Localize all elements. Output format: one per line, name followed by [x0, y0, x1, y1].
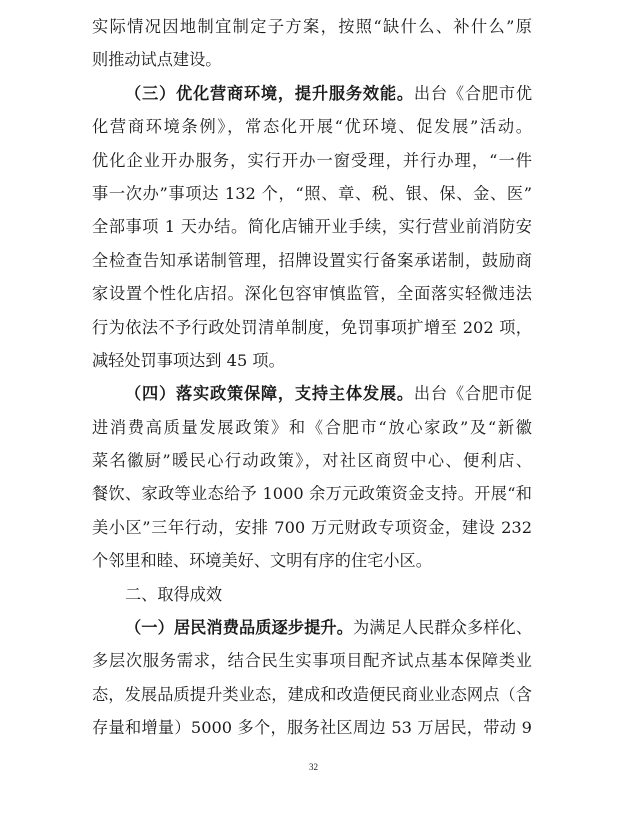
line-text: 全部事项 1 天办结。简化店铺开业手续，实行营业前消防安: [92, 217, 532, 237]
line-text: 优化企业开办服务，实行开办一窗受理，并行办理，“一件: [92, 150, 532, 170]
line-text: 则推动试点建设。: [92, 50, 222, 70]
line-text: 为满足人民群众多样化、: [352, 618, 533, 638]
text-line: [92, 43, 532, 76]
line-text: 菜名徽厨”暖民心行动政策》，对社区商贸中心、便利店、: [92, 451, 532, 471]
line-text: 美小区”三年行动，安排 700 万元财政专项资金，建设 232: [92, 517, 532, 537]
line-text: 减轻处罚事项达到 45 项。: [92, 350, 285, 370]
line-text: 存量和增量）5000 多个，服务社区周边 53 万居民，带动 9: [92, 718, 532, 738]
text-line: [92, 678, 532, 711]
line-text: 出台《合肥市促: [413, 384, 533, 404]
line-text: 二、取得成效: [125, 584, 223, 604]
line-text: 家设置个性化店招。深化包容审慎监管，全面落实轻微违法: [92, 284, 532, 304]
subsection-title: （三）优化营商环境，提升服务效能。: [125, 83, 414, 103]
line-text: 事一次办”事项达 132 个，“照、章、税、银、保、金、医”: [92, 183, 532, 203]
text-line: [92, 477, 532, 510]
text-line: [92, 144, 532, 177]
line-text: 全检查告知承诺制管理，招牌设置实行备案承诺制，鼓励商: [92, 250, 532, 270]
text-line: [92, 644, 532, 677]
line-text: 餐饮、家政等业态给予 1000 余万元政策资金支持。开展“和: [92, 484, 532, 504]
line-text: 行为依法不予行政处罚清单制度，免罚事项扩增至 202 项，: [92, 317, 532, 337]
page-number: 32: [309, 762, 318, 772]
text-line: [92, 611, 532, 644]
text-line: [92, 110, 532, 143]
line-text: 多层次服务需求，结合民生实事项目配齐试点基本保障类业: [92, 651, 532, 671]
line-text: 个邻里和睦、环境美好、文明有序的住宅小区。: [92, 551, 432, 571]
text-line: [92, 344, 532, 377]
section-heading: [92, 578, 532, 611]
text-line: [92, 77, 532, 110]
line-text: 进消费高质量发展政策》和《合肥市“放心家政”及“新徽: [92, 417, 532, 437]
line-text: 态，发展品质提升类业态，建成和改造便民商业业态网点（含: [92, 684, 532, 704]
text-line: [92, 244, 532, 277]
line-text: 出台《合肥市优: [413, 83, 533, 103]
text-line: [92, 544, 532, 577]
text-line: [92, 311, 532, 344]
text-line: [92, 210, 532, 243]
line-text: 实际情况因地制宜制定子方案，按照“缺什么、补什么”原: [92, 17, 532, 36]
text-line: [92, 711, 532, 744]
body-text: [92, 10, 532, 745]
text-line: [92, 411, 532, 444]
subsection-title: （四）落实政策保障，支持主体发展。: [125, 384, 414, 404]
text-line: [92, 10, 532, 43]
text-line: [92, 177, 532, 210]
text-line: [92, 511, 532, 544]
text-line: [92, 377, 532, 410]
line-text: 化营商环境条例》，常态化开展“优环境、促发展”活动。: [92, 117, 532, 137]
text-line: [92, 444, 532, 477]
text-line: [92, 277, 532, 310]
subsection-title: （一）居民消费品质逐步提升。: [125, 618, 353, 638]
